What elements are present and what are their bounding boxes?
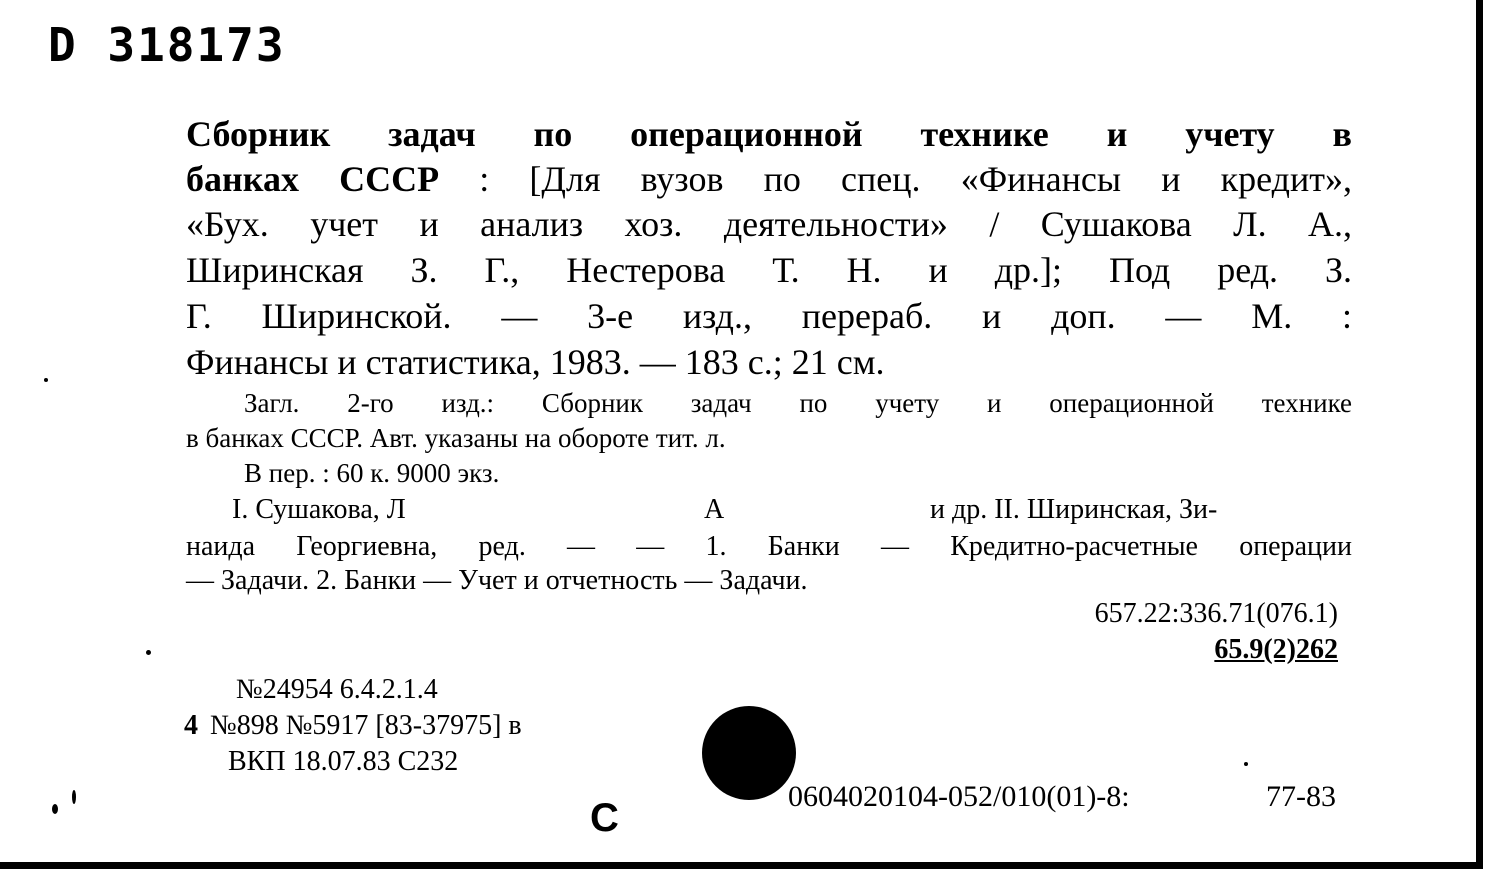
bbk-code: 65.9(2)262 [1214, 634, 1338, 665]
classification-code: 0604020104-052/010(01)-8: [788, 780, 1130, 813]
order-copies: 4 [184, 710, 198, 741]
title-line-3: «Бух. учет и анализ хоз. деятельности» / Сушакова Л. А., [186, 204, 1352, 244]
tracing-initial: А [704, 494, 725, 525]
letter-mark: С [590, 796, 619, 840]
vkp-line: ВКП 18.07.83 С232 [228, 746, 459, 777]
title-subtitle: : [Для вузов по спец. «Финансы и кредит», [439, 159, 1352, 199]
title-line-4: Ширинская З. Г., Нестерова Т. Н. и др.]; Под ред. З. [186, 250, 1352, 290]
title-line-5: Г. Ширинской. — 3-е изд., перераб. и доп. — М. : [186, 296, 1352, 336]
ink-speck [52, 804, 58, 814]
title-line-2 [186, 157, 1352, 201]
ink-speck [44, 378, 48, 382]
title-line-1 [186, 112, 1352, 156]
tracing-subjects: наида Георгиевна, ред. — — 1. Банки — Кредитно-расчетные операции [186, 531, 1352, 562]
code-year: 77-83 [1266, 780, 1336, 813]
ink-speck [1244, 762, 1248, 766]
card-number: №24954 6.4.2.1.4 [236, 674, 438, 705]
ink-speck [72, 790, 76, 804]
note-line-2: в банках СССР. Авт. указаны на обороте тит. л. [186, 423, 726, 453]
tracing-editor: и др. II. Ширинская, Зи- [930, 494, 1218, 525]
price-line: В пер. : 60 к. 9000 экз. [244, 458, 500, 488]
title-bold-end: банках СССР [186, 159, 440, 199]
tracing-author: I. Сушакова, Л [232, 494, 406, 525]
tracing-subjects-end: — Задачи. 2. Банки — Учет и отчетность — Задачи. [186, 565, 808, 596]
imprint-line: Финансы и статистика, 1983. — 183 с.; 21 см. [186, 342, 885, 382]
punch-hole [702, 706, 796, 800]
ink-speck [146, 650, 151, 655]
title-bold: Сборник задач по операционной технике и учету в [186, 114, 1352, 154]
udc-code: 657.22:336.71(076.1) [1094, 598, 1338, 629]
order-number: №898 №5917 [83-37975] в [210, 710, 522, 741]
note-line-1: Загл. 2-го изд.: Сборник задач по учету и операционной технике [244, 388, 1352, 418]
catalog-number: D 318173 [48, 18, 286, 72]
